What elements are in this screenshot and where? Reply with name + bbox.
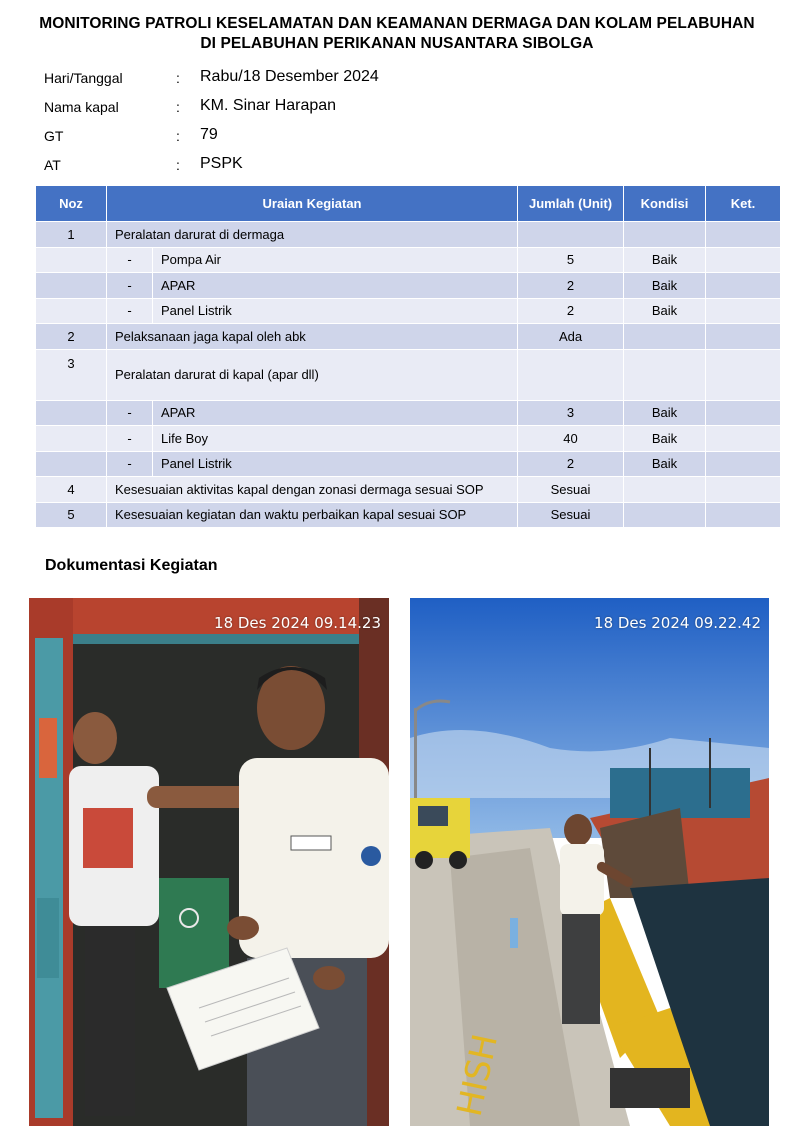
- cell-jumlah: 2: [518, 273, 624, 299]
- cell-no: 1: [36, 222, 107, 248]
- meta-value: 79: [200, 126, 218, 143]
- meta-row-gt: [44, 124, 544, 153]
- cell-jumlah: 5: [518, 247, 624, 273]
- cell-kondisi: Baik: [624, 451, 706, 477]
- cell-ket: [706, 426, 781, 452]
- cell-kondisi: Baik: [624, 273, 706, 299]
- table-row: [36, 477, 781, 503]
- cell-kondisi: [624, 477, 706, 503]
- cell-dash: -: [107, 273, 153, 299]
- cell-jumlah: 40: [518, 426, 624, 452]
- documentation-photo-1: [29, 598, 389, 1126]
- cell-item: Pelaksanaan jaga kapal oleh abk: [107, 324, 518, 350]
- cell-kondisi: Baik: [624, 426, 706, 452]
- cell-no: [36, 247, 107, 273]
- table-row: [36, 502, 781, 528]
- title-line-1: MONITORING PATROLI KESELAMATAN DAN KEAMANAN DERMAGA DAN KOLAM PELABUHAN: [39, 15, 755, 32]
- photo-1-timestamp: 18 Des 2024 09.14.23: [214, 614, 381, 632]
- meta-row-at: [44, 153, 544, 182]
- cell-item: APAR: [153, 400, 518, 426]
- cell-ket: [706, 349, 781, 400]
- cell-item: Panel Listrik: [153, 298, 518, 324]
- cell-ket: [706, 502, 781, 528]
- table-row: [36, 400, 781, 426]
- header-jumlah: Jumlah (Unit): [518, 186, 624, 222]
- cell-jumlah: 2: [518, 298, 624, 324]
- cell-jumlah: Sesuai: [518, 477, 624, 503]
- cell-kondisi: Baik: [624, 247, 706, 273]
- meta-row-date: [44, 66, 544, 95]
- cell-ket: [706, 400, 781, 426]
- cell-jumlah: 2: [518, 451, 624, 477]
- cell-no: 4: [36, 477, 107, 503]
- cell-dash: -: [107, 426, 153, 452]
- meta-label: GT: [44, 128, 64, 144]
- cell-ket: [706, 477, 781, 503]
- meta-value: KM. Sinar Harapan: [200, 97, 337, 114]
- header-ket: Ket.: [706, 186, 781, 222]
- documentation-title: Dokumentasi Kegiatan: [45, 557, 218, 574]
- cell-kondisi: Baik: [624, 298, 706, 324]
- pier-marking: HISH: [449, 1030, 507, 1120]
- table-row: [36, 247, 781, 273]
- photo-2-timestamp: 18 Des 2024 09.22.42: [594, 614, 761, 632]
- title-line-2: DI PELABUHAN PERIKANAN NUSANTARA SIBOLGA: [200, 35, 594, 52]
- meta-colon: :: [176, 128, 180, 144]
- cell-ket: [706, 298, 781, 324]
- cell-jumlah: Ada: [518, 324, 624, 350]
- cell-item: Pompa Air: [153, 247, 518, 273]
- cell-item: Life Boy: [153, 426, 518, 452]
- cell-item: Panel Listrik: [153, 451, 518, 477]
- table-row: [36, 298, 781, 324]
- cell-ket: [706, 273, 781, 299]
- meta-value: PSPK: [200, 155, 243, 172]
- cell-dash: -: [107, 247, 153, 273]
- cell-no: 5: [36, 502, 107, 528]
- document-title: [0, 14, 794, 54]
- meta-colon: :: [176, 157, 180, 173]
- cell-no: [36, 451, 107, 477]
- table-row: [36, 349, 781, 400]
- cell-dash: -: [107, 451, 153, 477]
- meta-value: Rabu/18 Desember 2024: [200, 68, 379, 85]
- cell-jumlah: 3: [518, 400, 624, 426]
- cell-no: [36, 273, 107, 299]
- cell-kondisi: [624, 222, 706, 248]
- table-header-row: [36, 186, 781, 222]
- cell-jumlah: [518, 222, 624, 248]
- cell-kondisi: Baik: [624, 400, 706, 426]
- meta-label: AT: [44, 157, 61, 173]
- header-no: Noz: [36, 186, 107, 222]
- table-row: [36, 222, 781, 248]
- meta-info: [44, 66, 544, 182]
- cell-item: Peralatan darurat di dermaga: [107, 222, 518, 248]
- meta-colon: :: [176, 70, 180, 86]
- cell-no: [36, 400, 107, 426]
- table-row: [36, 273, 781, 299]
- cell-ket: [706, 247, 781, 273]
- cell-kondisi: [624, 349, 706, 400]
- cell-ket: [706, 324, 781, 350]
- meta-colon: :: [176, 99, 180, 115]
- cell-item: Peralatan darurat di kapal (apar dll): [107, 349, 518, 400]
- cell-item: Kesesuaian aktivitas kapal dengan zonasi dermaga sesuai SOP: [107, 477, 518, 503]
- table-row: [36, 451, 781, 477]
- header-uraian: Uraian Kegiatan: [107, 186, 518, 222]
- cell-jumlah: Sesuai: [518, 502, 624, 528]
- cell-ket: [706, 222, 781, 248]
- meta-label: Nama kapal: [44, 99, 119, 115]
- cell-kondisi: [624, 502, 706, 528]
- cell-dash: -: [107, 298, 153, 324]
- cell-jumlah: [518, 349, 624, 400]
- cell-kondisi: [624, 324, 706, 350]
- cell-item: APAR: [153, 273, 518, 299]
- cell-no: 2: [36, 324, 107, 350]
- cell-dash: -: [107, 400, 153, 426]
- documentation-photo-2: [410, 598, 769, 1126]
- cell-no: [36, 426, 107, 452]
- cell-ket: [706, 451, 781, 477]
- photo-2-illustration: [410, 598, 769, 1126]
- photo-1-illustration: [29, 598, 389, 1126]
- table-row: [36, 324, 781, 350]
- cell-no: [36, 298, 107, 324]
- meta-row-ship-name: [44, 95, 544, 124]
- cell-no: 3: [36, 349, 107, 400]
- monitoring-table: [35, 185, 781, 528]
- meta-label: Hari/Tanggal: [44, 70, 123, 86]
- table-row: [36, 426, 781, 452]
- header-kondisi: Kondisi: [624, 186, 706, 222]
- cell-item: Kesesuaian kegiatan dan waktu perbaikan kapal sesuai SOP: [107, 502, 518, 528]
